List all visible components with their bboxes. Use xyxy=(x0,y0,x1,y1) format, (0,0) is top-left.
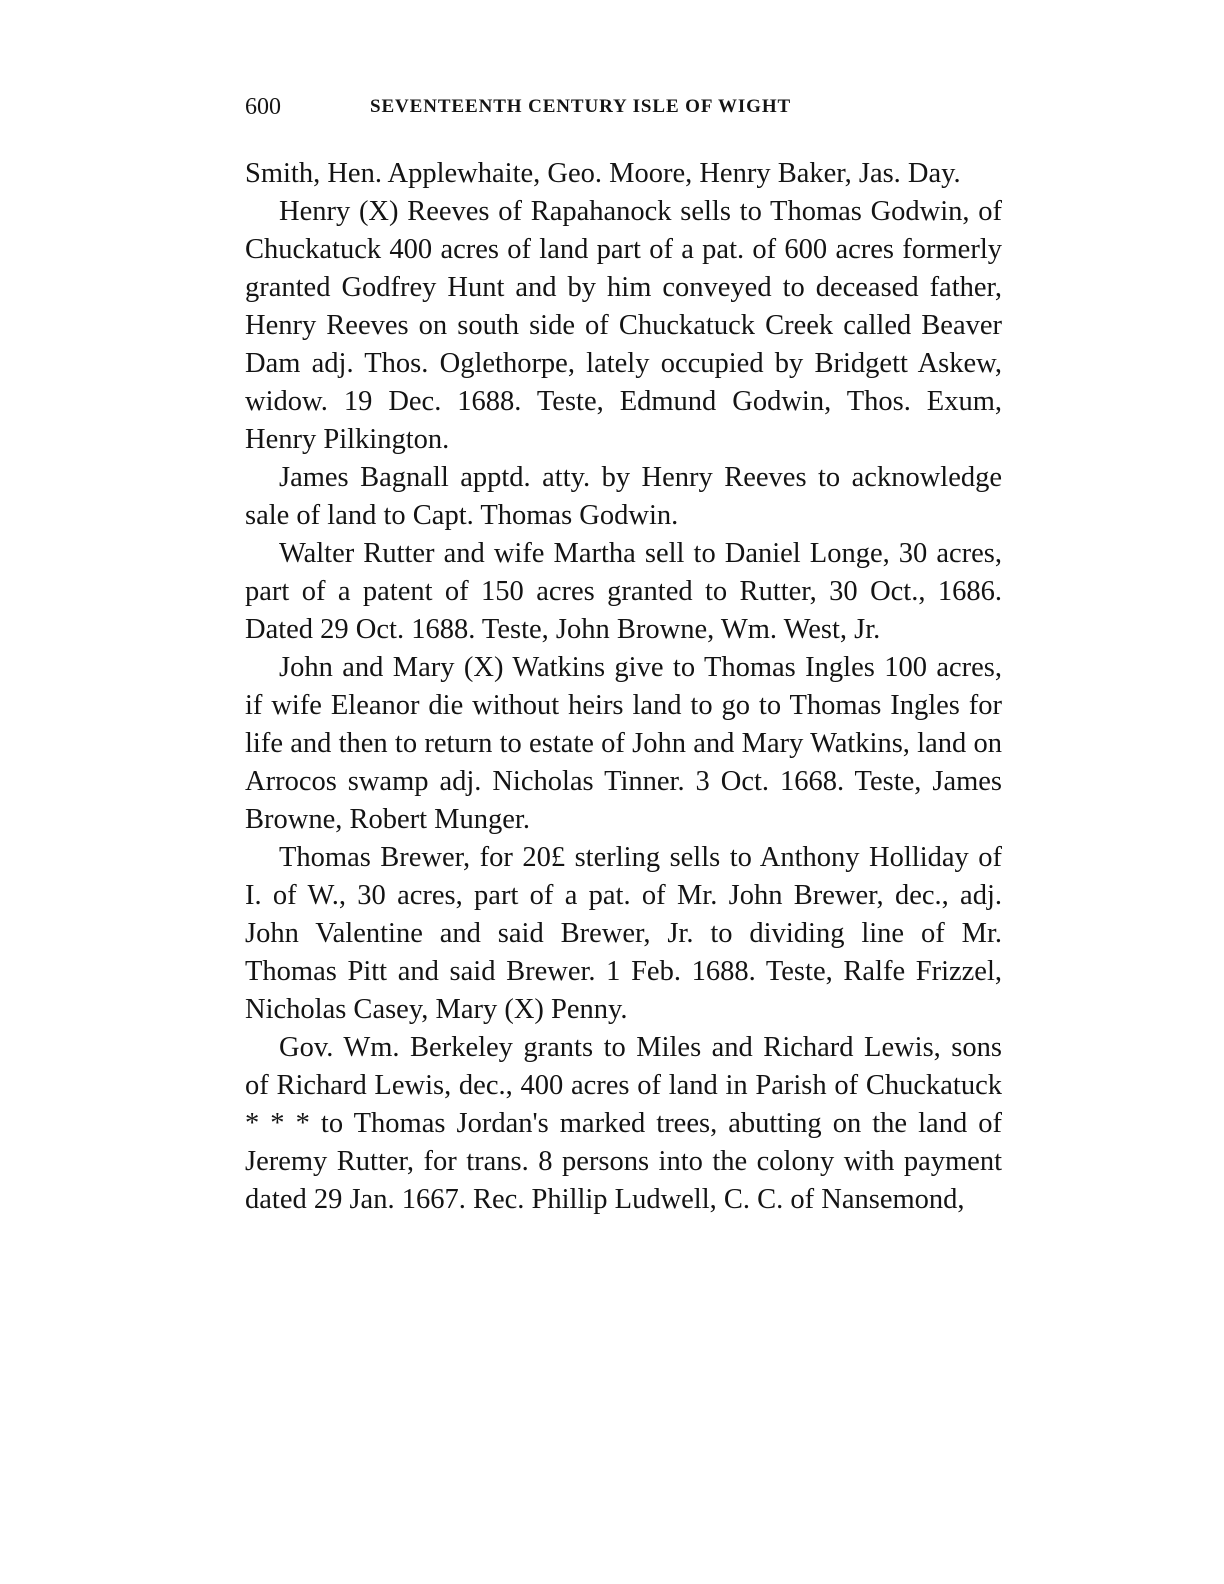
paragraph-rutter-sale: Walter Rutter and wife Martha sell to Daniel Longe, 30 acres, part of a patent of 150 acres granted to Rutter, 30 Oct., 1686. Dated 29 Oct. 1688. Teste, John Browne, Wm. West, Jr. xyxy=(245,538,1002,645)
running-title: SEVENTEENTH CENTURY ISLE OF WIGHT xyxy=(370,96,792,117)
page-header xyxy=(245,92,1002,122)
paragraph-reeves-sale: Henry (X) Reeves of Rapahanock sells to Thomas Godwin, of Chuckatuck 400 acres of land part of a pat. of 600 acres formerly granted Godfrey Hunt and by him conveyed to deceased father, Henry Reeves on south side of Chuckatuck Creek called Beaver Dam adj. Thos. Oglethorpe, lately occupied by Bridgett Askew, widow. 19 Dec. 1688. Teste, Edmund Godwin, Thos. Exum, Henry Pilkington. xyxy=(245,196,1002,455)
paragraph-bagnall-attorney: James Bagnall apptd. atty. by Henry Reeves to acknowledge sale of land to Capt. Thomas Godwin. xyxy=(245,462,1002,531)
paragraph-brewer-sale: Thomas Brewer, for 20£ sterling sells to Anthony Holliday of I. of W., 30 acres, part of a pat. of Mr. John Brewer, dec., adj. John Valentine and said Brewer, Jr. to dividing line of Mr. Thomas Pitt and said Brewer. 1 Feb. 1688. Teste, Ralfe Frizzel, Nicholas Casey, Mary (X) Penny. xyxy=(245,842,1002,1025)
page-number: 600 xyxy=(245,94,281,120)
paragraph-continued: Smith, Hen. Applewhaite, Geo. Moore, Henry Baker, Jas. Day. xyxy=(245,158,961,189)
paragraph-watkins-gift: John and Mary (X) Watkins give to Thomas Ingles 100 acres, if wife Eleanor die without heirs land to go to Thomas Ingles for life and then to return to estate of John and Mary Watkins, land on Arrocos swamp adj. Nicholas Tinner. 3 Oct. 1668. Teste, James Browne, Robert Munger. xyxy=(245,652,1002,835)
page-body xyxy=(245,155,1002,1219)
paragraph-berkeley-grant: Gov. Wm. Berkeley grants to Miles and Richard Lewis, sons of Richard Lewis, dec., 400 acres of land in Parish of Chuckatuck * * * to Thomas Jordan's marked trees, abutting on the land of Jeremy Rutter, for trans. 8 persons into the colony with payment dated 29 Jan. 1667. Rec. Phillip Ludwell, C. C. of Nansemond, xyxy=(245,1032,1002,1215)
